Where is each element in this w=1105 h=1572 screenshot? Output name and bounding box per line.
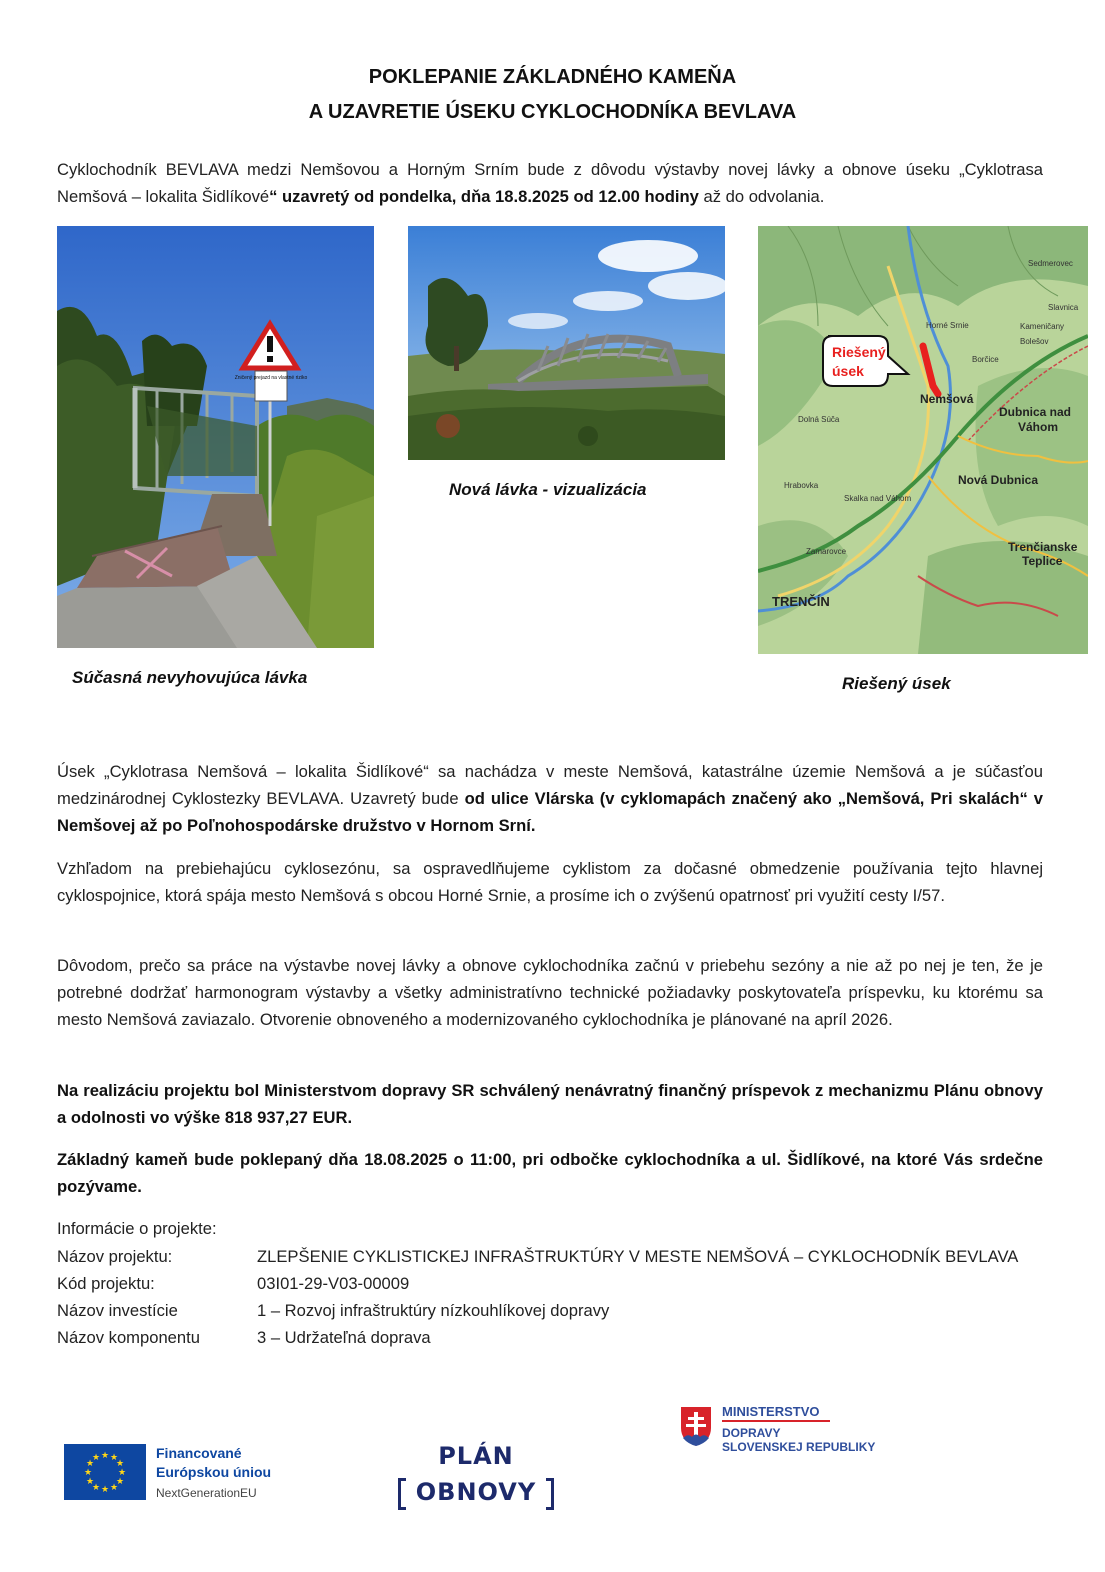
current-bridge-photo (57, 226, 374, 648)
svg-text:★: ★ (83, 1468, 93, 1478)
svg-text:★: ★ (85, 1477, 95, 1487)
current-bridge-image (57, 226, 374, 648)
info-key: Názov investície (57, 1301, 178, 1320)
map-label-bolesov: Bolešov (1020, 337, 1049, 346)
route-map (758, 226, 1088, 654)
eu-logo-line-2: Európskou úniou (156, 1464, 272, 1480)
new-bridge-image (408, 226, 725, 460)
map-caption: Riešený úsek (842, 674, 951, 693)
ministry-divider (722, 1420, 830, 1422)
info-row-project-code (57, 1270, 409, 1297)
map-label-nemsova: Nemšová (920, 392, 974, 406)
svg-text:★: ★ (91, 1483, 101, 1493)
right-bracket-icon (546, 1478, 554, 1510)
map-label-slavnica: Slavnica (1048, 303, 1079, 312)
current-bridge-caption: Súčasná nevyhovujúca lávka (72, 668, 308, 687)
map-label-horne-srnie: Horné Srnie (926, 321, 969, 330)
plan-obnovy-logo (396, 1440, 556, 1516)
document-title (0, 60, 1105, 130)
info-value: 3 – Udržateľná doprava (257, 1328, 431, 1347)
map-label-dubnica-1: Dubnica nad (999, 405, 1072, 419)
map-label-kamenicany: Kameničany (1020, 322, 1065, 331)
ministry-logo (676, 1400, 906, 1460)
info-row-investment (57, 1297, 609, 1324)
plan-logo-line-2: OBNOVY (415, 1478, 537, 1506)
info-row-project-name (57, 1243, 1018, 1270)
map-label-borcice: Borčice (972, 355, 999, 364)
svg-text:★: ★ (85, 1459, 95, 1469)
map-label-dolna-suca: Dolná Súča (798, 415, 840, 424)
info-value: 03I01-29-V03-00009 (257, 1274, 410, 1293)
section-paragraph (57, 758, 1043, 839)
map-label-trencin: TRENČÍN (772, 594, 830, 609)
intro-closure-date: “ uzavretý od pondelka, dňa 18.8.2025 od 12.00 hodiny (269, 187, 699, 206)
info-heading: Informácie o projekte: (57, 1219, 217, 1238)
title-line-2: A UZAVRETIE ÚSEKU CYKLOCHODNÍKA BEVLAVA (308, 101, 797, 123)
eu-flag-icon (64, 1444, 146, 1500)
svg-text:★: ★ (115, 1459, 125, 1469)
map-label-trencianske-1: Trenčianske (1008, 540, 1078, 554)
svg-text:★: ★ (115, 1477, 125, 1487)
invitation-text: Základný kameň bude poklepaný dňa 18.08.2025 o 11:00, pri odbočke cyklochodníka a ul. Šidlíkové, na ktoré Vás srdečne pozývame. (57, 1150, 1043, 1196)
intro-text: Cyklochodník BEVLAVA medzi Nemšovou a Horným Srním bude z dôvodu výstavby novej lávky a obnove úseku „Cyklotrasa Nemšová – lokalita Šidlíkové (57, 160, 1043, 206)
info-key: Názov komponentu (57, 1328, 200, 1347)
map-label-hrabovka: Hrabovka (784, 481, 819, 490)
section-closure-range: od ulice Vlárska (v cyklomapách značený ako „Nemšová, Pri skalách“ v Nemšovej až po Poľnohospodárske družstvo v Hornom Srní. (57, 789, 1043, 835)
left-bracket-icon (398, 1478, 406, 1510)
map-label-dubnica-2: Váhom (1018, 420, 1059, 434)
info-value: 1 – Rozvoj infraštruktúry nízkouhlíkovej dopravy (257, 1301, 610, 1320)
title-line-1: POKLEPANIE ZÁKLADNÉHO KAMEŇA (368, 66, 737, 88)
funding-paragraph (57, 1077, 1043, 1131)
invitation-paragraph (57, 1146, 1043, 1200)
map-callout-line-2: úsek (832, 363, 864, 379)
section-text: Úsek „Cyklotrasa Nemšová – lokalita Šidlíkové“ sa nachádza v meste Nemšová, katastrálne územie Nemšová a je súčasťou medzinárodnej Cyklostezky BEVLAVA. Uzavretý bude (57, 762, 1043, 808)
intro-text-end: až do odvolania. (698, 187, 825, 206)
ministry-logo-line-2: DOPRAVY (722, 1426, 781, 1440)
info-key: Kód projektu: (57, 1274, 155, 1293)
svg-text:★: ★ (100, 1451, 110, 1461)
funding-text: Na realizáciu projektu bol Ministerstvom dopravy SR schválený nenávratný finančný príspevok z mechanizmu Plánu obnovy a odolnosti vo výške 818 937,27 EUR. (57, 1081, 1043, 1127)
eu-funding-logo (64, 1444, 324, 1502)
map-callout-line-1: Riešený (832, 344, 886, 360)
map-label-nova-dubnica: Nová Dubnica (958, 473, 1039, 487)
reason-paragraph: Dôvodom, prečo sa práce na výstavbe novej lávky a obnove cyklochodníka začnú v priebehu sezóny a nie až po nej je ten, že je potrebné dodržať harmonogram výstavby a všetky administratívno technické požiadavky poskytovateľa príspevku, ku ktorému sa mesto Nemšová zaviazalo. Otvorenie obnoveného a modernizovaného cyklochodníka je plánované na apríl 2026. (57, 956, 1043, 1029)
new-bridge-photo (408, 226, 725, 460)
map-label-trencianske-2: Teplice (1022, 554, 1063, 568)
map-label-skalka: Skalka nad Váhom (844, 494, 912, 503)
svg-text:★: ★ (109, 1453, 119, 1463)
svg-text:★: ★ (117, 1468, 127, 1478)
svg-text:★: ★ (100, 1485, 110, 1495)
eu-logo-line-1: Financované (156, 1445, 242, 1461)
warning-sign-text: Zničený prejazd na vlastné riziko (234, 375, 308, 381)
map-label-sedmerovec: Sedmerovec (1028, 259, 1073, 268)
ministry-logo-line-1: MINISTERSTVO (722, 1404, 820, 1419)
svg-text:★: ★ (109, 1483, 119, 1493)
apology-paragraph: Vzhľadom na prebiehajúcu cyklosezónu, sa ospravedlňujeme cyklistom za dočasné obmedzenie používania tejto hlavnej cyklospojnice, ktorá spája mesto Nemšová s obcou Horné Srnie, a prosíme ich o zvýšenú opatrnosť pri využití cesty I/57. (57, 859, 1043, 905)
slovak-coat-of-arms-icon (678, 1404, 714, 1448)
route-map-image (758, 226, 1088, 654)
intro-paragraph (57, 156, 1043, 210)
info-value: ZLEPŠENIE CYKLISTICKEJ INFRAŠTRUKTÚRY V MESTE NEMŠOVÁ – CYKLOCHODNÍK BEVLAVA (257, 1247, 1019, 1266)
ministry-logo-line-3: SLOVENSKEJ REPUBLIKY (722, 1440, 876, 1454)
new-bridge-caption: Nová lávka - vizualizácia (449, 480, 647, 499)
info-key: Názov projektu: (57, 1247, 173, 1266)
eu-logo-line-3: NextGenerationEU (156, 1486, 257, 1500)
map-label-zamarovce: Zamarovce (806, 547, 847, 556)
info-row-component (57, 1324, 431, 1351)
svg-text:★: ★ (91, 1453, 101, 1463)
plan-logo-line-1: PLÁN (438, 1442, 514, 1470)
